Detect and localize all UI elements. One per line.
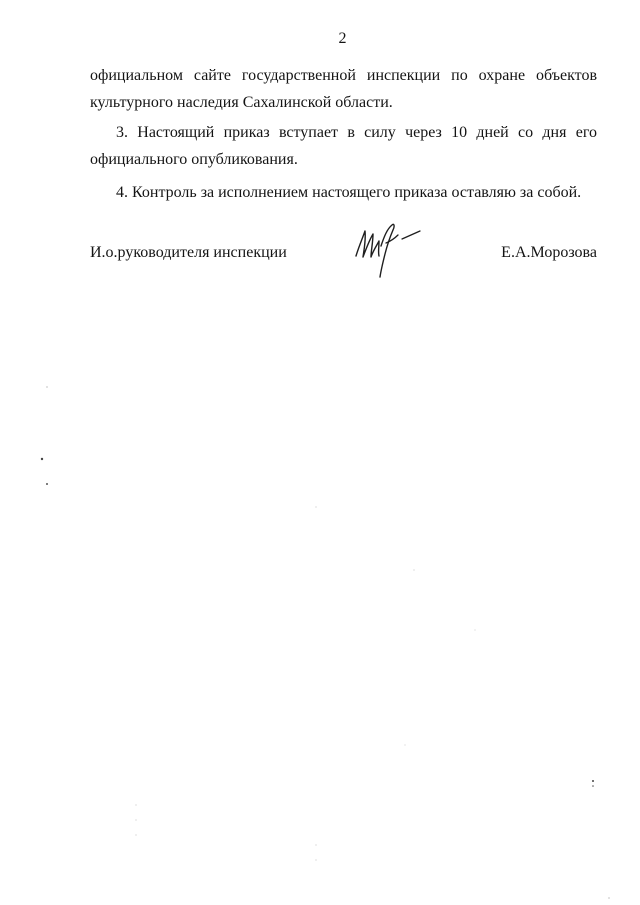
handwritten-signature: [350, 216, 430, 282]
paragraph-item-4: 4. Контроль за исполнением настоящего приказа оставляю за собой.: [116, 184, 582, 201]
paragraph-continuation: официальном сайте государственной инспекции по охране объектов культурного наследия Сахалинской области.: [90, 67, 597, 111]
signer-title: И.о.руководителя инспекции: [90, 244, 287, 261]
paragraph-item-3: 3. Настоящий приказ вступает в силу через 10 дней со дня его официального опубликования.: [90, 124, 597, 168]
page-number: 2: [338, 30, 347, 47]
document-body: [90, 62, 597, 206]
signer-name: Е.А.Морозова: [501, 244, 597, 261]
